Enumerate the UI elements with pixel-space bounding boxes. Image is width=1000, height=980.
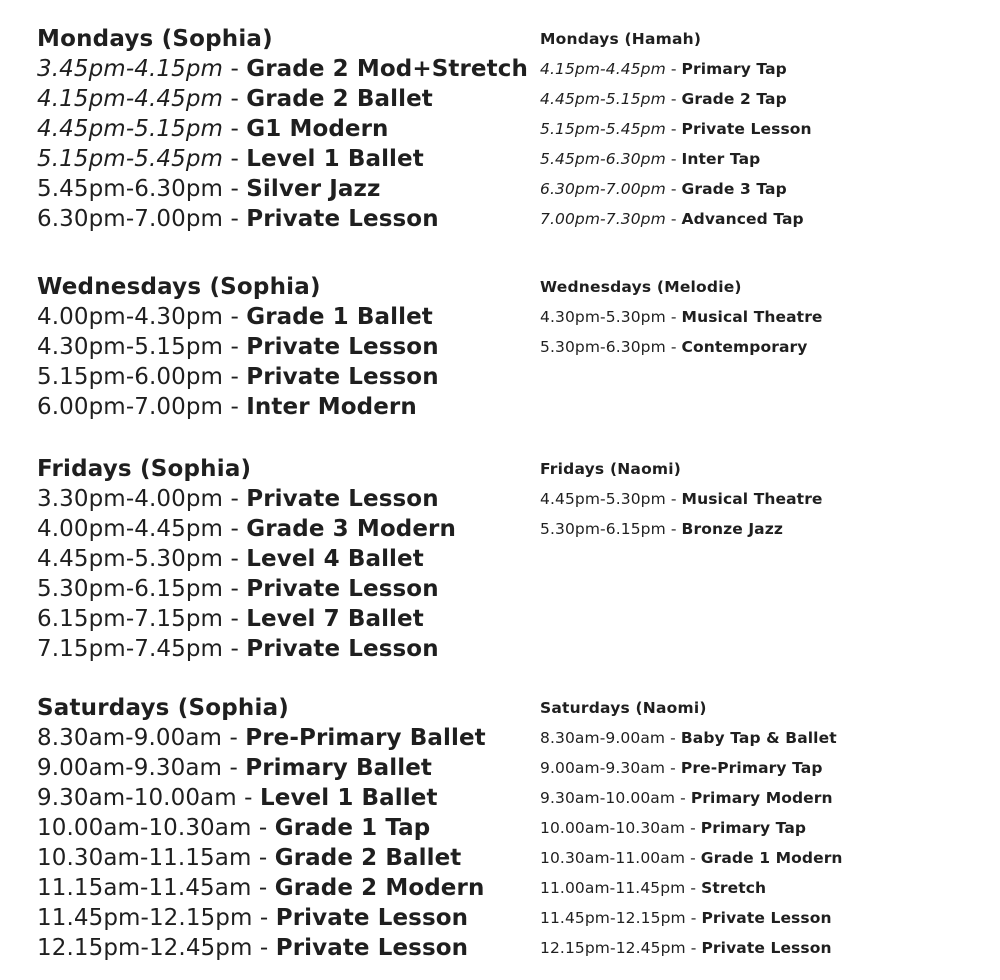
class-time: 4.45pm-5.30pm [37, 546, 224, 572]
schedule-row [37, 392, 507, 422]
separator: - [251, 845, 275, 871]
class-name: Primary Ballet [245, 755, 432, 781]
schedule-row [540, 813, 1000, 843]
separator: - [223, 516, 247, 542]
schedule-heading: Wednesdays (Sophia) [37, 274, 321, 300]
class-time: 4.15pm-4.45pm [37, 86, 224, 112]
schedule-rows [37, 484, 507, 664]
class-time: 5.45pm-6.30pm [37, 176, 224, 202]
schedule-rows [540, 723, 1000, 963]
class-time: 9.00am-9.30am [540, 759, 666, 777]
separator: - [685, 819, 701, 837]
class-time: 10.30am-11.15am [37, 845, 252, 871]
separator: - [223, 606, 247, 632]
class-name: Private Lesson [246, 334, 439, 360]
schedule-block-fridays-naomi [540, 454, 1000, 544]
separator: - [223, 146, 247, 172]
separator: - [223, 86, 247, 112]
class-name: Grade 2 Tap [681, 90, 787, 108]
class-name: Private Lesson [246, 206, 439, 232]
schedule-row [37, 114, 507, 144]
class-name: Grade 1 Modern [700, 849, 843, 867]
class-time: 11.45pm-12.15pm [540, 909, 686, 927]
schedule-row [540, 144, 1000, 174]
schedule-block-mondays-sophia [37, 24, 528, 234]
schedule-row [37, 204, 507, 234]
class-time: 4.15pm-4.45pm [540, 60, 666, 78]
separator: - [685, 849, 701, 867]
schedule-row [37, 873, 507, 903]
schedule-row [540, 933, 1000, 963]
separator: - [665, 520, 682, 538]
class-time: 6.30pm-7.00pm [540, 180, 666, 198]
class-name: Private Lesson [701, 909, 832, 927]
class-time: 5.15pm-5.45pm [37, 146, 224, 172]
separator: - [223, 206, 247, 232]
class-time: 10.00am-10.30am [37, 815, 252, 841]
class-time: 4.00pm-4.30pm [37, 304, 224, 330]
schedule-row [37, 362, 507, 392]
schedule-block-saturdays-sophia [37, 693, 507, 963]
schedule-row [37, 84, 507, 114]
class-name: Inter Modern [246, 394, 417, 420]
schedule-rows [540, 484, 1000, 544]
schedule-row [540, 753, 1000, 783]
class-time: 11.15am-11.45am [37, 875, 252, 901]
class-name: Private Lesson [246, 576, 439, 602]
separator: - [665, 60, 682, 78]
class-name: Grade 2 Ballet [246, 86, 433, 112]
class-time: 4.00pm-4.45pm [37, 516, 224, 542]
schedule-row [540, 514, 1000, 544]
class-name: Level 1 Ballet [260, 785, 438, 811]
class-name: Grade 2 Ballet [274, 845, 462, 871]
separator: - [252, 905, 276, 931]
schedule-rows [37, 302, 507, 422]
schedule-row [37, 843, 507, 873]
class-time: 5.15pm-5.45pm [540, 120, 666, 138]
schedule-row [540, 332, 1000, 362]
separator: - [223, 304, 247, 330]
separator: - [223, 56, 247, 82]
class-name: Grade 1 Ballet [246, 304, 433, 330]
class-name: Pre-Primary Tap [680, 759, 823, 777]
class-name: Grade 3 Tap [681, 180, 787, 198]
class-time: 5.30pm-6.30pm [540, 338, 666, 356]
class-time: 3.45pm-4.15pm [37, 56, 224, 82]
schedule-row [540, 84, 1000, 114]
separator: - [665, 180, 682, 198]
schedule-block-saturdays-naomi [540, 693, 1000, 963]
class-name: Private Lesson [246, 364, 439, 390]
class-name: Grade 1 Tap [274, 815, 431, 841]
class-time: 9.00am-9.30am [37, 755, 223, 781]
separator: - [223, 486, 247, 512]
schedule-heading: Saturdays (Sophia) [37, 695, 289, 721]
schedule-row [540, 903, 1000, 933]
separator: - [685, 939, 702, 957]
schedule-row [540, 174, 1000, 204]
class-name: Musical Theatre [681, 308, 823, 326]
schedule-row [37, 54, 528, 84]
class-name: Silver Jazz [246, 176, 381, 202]
class-time: 8.30am-9.00am [540, 729, 666, 747]
class-name: Private Lesson [275, 935, 469, 961]
schedule-heading: Mondays (Hamah) [540, 30, 702, 48]
class-time: 4.45pm-5.30pm [540, 490, 666, 508]
separator: - [665, 729, 681, 747]
separator: - [665, 150, 682, 168]
schedule-heading: Saturdays (Naomi) [540, 699, 707, 717]
class-name: Primary Tap [700, 819, 807, 837]
schedule-row [37, 723, 507, 753]
class-name: Inter Tap [681, 150, 761, 168]
separator: - [223, 546, 247, 572]
class-name: Grade 2 Mod+Stretch [246, 56, 528, 82]
class-time: 5.30pm-6.15pm [37, 576, 224, 602]
schedule-row [37, 144, 507, 174]
separator: - [222, 755, 246, 781]
schedule-row [540, 843, 1000, 873]
schedule-row [37, 544, 507, 574]
separator: - [236, 785, 260, 811]
separator: - [665, 490, 682, 508]
class-time: 5.30pm-6.15pm [540, 520, 666, 538]
schedule-row [37, 604, 507, 634]
class-name: Private Lesson [701, 939, 832, 957]
class-time: 12.15pm-12.45pm [37, 935, 253, 961]
schedule-heading: Fridays (Sophia) [37, 456, 252, 482]
separator: - [685, 909, 702, 927]
schedule-rows [540, 54, 1000, 234]
class-name: Bronze Jazz [681, 520, 783, 538]
schedule-rows [37, 54, 528, 234]
separator: - [665, 338, 682, 356]
schedule-row [37, 933, 507, 963]
schedule-row [37, 753, 507, 783]
separator: - [251, 815, 275, 841]
class-name: Primary Tap [681, 60, 787, 78]
schedule-row [540, 723, 1000, 753]
class-time: 11.00am-11.45pm [540, 879, 686, 897]
schedule-row [37, 813, 507, 843]
class-name: Stretch [701, 879, 767, 897]
separator: - [223, 394, 247, 420]
separator: - [665, 120, 682, 138]
separator: - [675, 789, 691, 807]
schedule-row [540, 873, 1000, 903]
separator: - [223, 636, 247, 662]
schedule-rows [540, 302, 1000, 362]
schedule-block-mondays-hamah [540, 24, 1000, 234]
schedule-row [540, 204, 1000, 234]
separator: - [223, 576, 247, 602]
separator: - [252, 935, 276, 961]
schedule-row [37, 634, 507, 664]
class-time: 4.45pm-5.15pm [37, 116, 224, 142]
separator: - [223, 116, 247, 142]
schedule-block-wednesdays-melodie [540, 272, 1000, 362]
schedule-heading: Wednesdays (Melodie) [540, 278, 742, 296]
schedule-row [37, 574, 507, 604]
separator: - [222, 725, 246, 751]
schedule-row [540, 54, 1000, 84]
schedule-block-fridays-sophia [37, 454, 507, 664]
class-name: Private Lesson [681, 120, 812, 138]
schedule-rows [37, 723, 507, 963]
class-name: Advanced Tap [681, 210, 804, 228]
class-name: Musical Theatre [681, 490, 823, 508]
schedule-row [540, 783, 1000, 813]
class-time: 7.15pm-7.45pm [37, 636, 224, 662]
class-time: 4.30pm-5.15pm [37, 334, 224, 360]
class-name: Private Lesson [275, 905, 469, 931]
separator: - [685, 879, 702, 897]
class-name: Pre-Primary Ballet [245, 725, 486, 751]
separator: - [665, 759, 681, 777]
class-name: Level 1 Ballet [246, 146, 424, 172]
schedule-row [37, 302, 507, 332]
class-name: Grade 2 Modern [274, 875, 485, 901]
separator: - [251, 875, 275, 901]
schedule-block-wednesdays-sophia [37, 272, 507, 422]
schedule-row [540, 114, 1000, 144]
class-time: 6.30pm-7.00pm [37, 206, 224, 232]
separator: - [223, 176, 247, 202]
class-name: Baby Tap & Ballet [680, 729, 837, 747]
separator: - [665, 308, 682, 326]
class-time: 5.45pm-6.30pm [540, 150, 666, 168]
separator: - [665, 90, 682, 108]
class-time: 6.00pm-7.00pm [37, 394, 224, 420]
schedule-row [540, 484, 1000, 514]
class-name: Primary Modern [690, 789, 833, 807]
class-time: 10.00am-10.30am [540, 819, 686, 837]
class-name: G1 Modern [246, 116, 389, 142]
schedule-heading: Mondays (Sophia) [37, 26, 273, 52]
class-name: Level 4 Ballet [246, 546, 424, 572]
schedule-row [37, 903, 507, 933]
schedule-row [37, 484, 507, 514]
class-time: 11.45pm-12.15pm [37, 905, 253, 931]
class-name: Grade 3 Modern [246, 516, 456, 542]
class-name: Private Lesson [246, 486, 439, 512]
class-name: Level 7 Ballet [246, 606, 424, 632]
schedule-row [540, 302, 1000, 332]
separator: - [223, 364, 247, 390]
class-time: 9.30am-10.00am [37, 785, 237, 811]
class-time: 5.15pm-6.00pm [37, 364, 224, 390]
schedule-row [37, 174, 507, 204]
class-time: 9.30am-10.00am [540, 789, 676, 807]
class-time: 4.45pm-5.15pm [540, 90, 666, 108]
separator: - [223, 334, 247, 360]
schedule-row [37, 514, 507, 544]
schedule-row [37, 783, 507, 813]
class-time: 8.30am-9.00am [37, 725, 223, 751]
schedule-heading: Fridays (Naomi) [540, 460, 682, 478]
class-time: 7.00pm-7.30pm [540, 210, 666, 228]
class-name: Contemporary [681, 338, 808, 356]
class-time: 4.30pm-5.30pm [540, 308, 666, 326]
class-time: 3.30pm-4.00pm [37, 486, 224, 512]
class-time: 6.15pm-7.15pm [37, 606, 224, 632]
class-time: 12.15pm-12.45pm [540, 939, 686, 957]
schedule-row [37, 332, 507, 362]
class-name: Private Lesson [246, 636, 439, 662]
separator: - [665, 210, 682, 228]
class-time: 10.30am-11.00am [540, 849, 686, 867]
